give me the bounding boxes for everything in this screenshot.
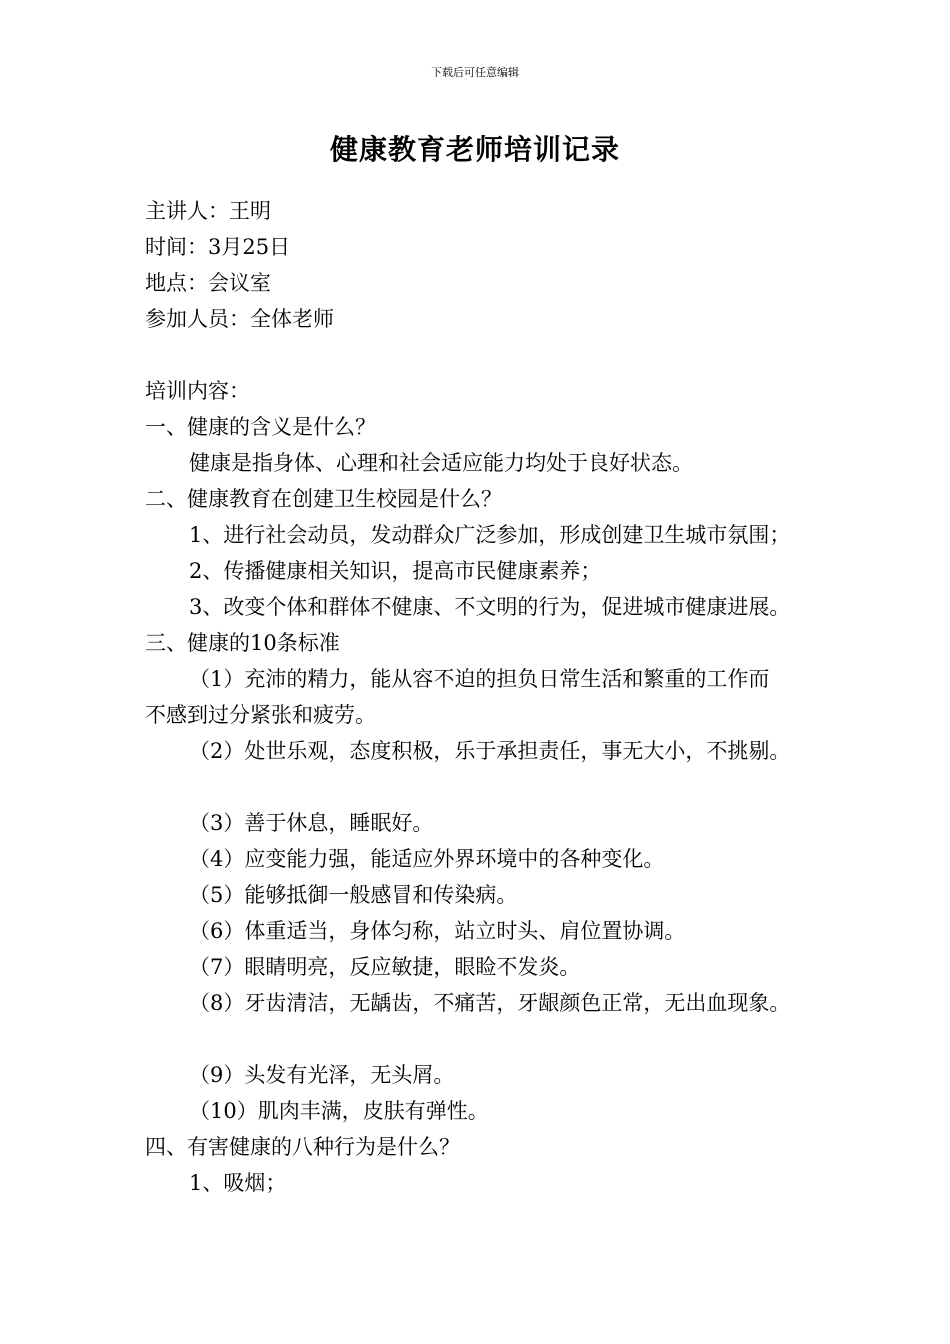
meta-attendees: 参加人员：全体老师 <box>145 307 334 331</box>
standard-7: （7）眼睛明亮，反应敏捷，眼睑不发炎。 <box>189 955 581 979</box>
spacer <box>145 769 835 805</box>
section-2-item-3: 3、改变个体和群体不健康、不文明的行为，促进城市健康进展。 <box>189 595 791 619</box>
standard-3: （3）善于休息，睡眠好。 <box>189 811 434 835</box>
content-heading: 培训内容： <box>145 379 250 403</box>
document-body <box>145 193 835 1201</box>
standard-8: （8）牙齿清洁，无龋齿，不痛苦，牙龈颜色正常，无出血现象。 <box>189 991 791 1015</box>
meta-speaker: 主讲人：王明 <box>145 199 271 223</box>
meta-place: 地点：会议室 <box>145 271 271 295</box>
header-note: 下载后可任意编辑 <box>431 66 519 79</box>
standard-2: （2）处世乐观，态度积极，乐于承担责任，事无大小，不挑剔。 <box>189 739 791 763</box>
section-2-item-1: 1、进行社会动员，发动群众广泛参加，形成创建卫生城市氛围； <box>189 523 791 547</box>
section-2-item-2: 2、传播健康相关知识，提高市民健康素养； <box>189 559 602 583</box>
standard-9: （9）头发有光泽，无头屑。 <box>189 1063 455 1087</box>
standard-1-line-2: 不感到过分紧张和疲劳。 <box>145 703 376 727</box>
spacer <box>145 337 835 373</box>
section-1-paragraph: 健康是指身体、心理和社会适应能力均处于良好状态。 <box>189 451 693 475</box>
standard-1-line-1: （1）充沛的精力，能从容不迫的担负日常生活和繁重的工作而 <box>189 667 770 691</box>
section-1-heading: 一、健康的含义是什么？ <box>145 415 376 439</box>
page-title: 健康教育老师培训记录 <box>329 133 620 166</box>
standard-5: （5）能够抵御一般感冒和传染病。 <box>189 883 518 907</box>
standard-6: （6）体重适当，身体匀称，站立时头、肩位置协调。 <box>189 919 686 943</box>
section-4-item-1: 1、吸烟； <box>189 1171 287 1195</box>
standard-10: （10）肌肉丰满，皮肤有弹性。 <box>189 1099 489 1123</box>
section-3-heading: 三、健康的10条标准 <box>145 631 340 655</box>
meta-time: 时间：3月25日 <box>145 235 291 259</box>
spacer <box>145 1021 835 1057</box>
standard-4: （4）应变能力强，能适应外界环境中的各种变化。 <box>189 847 665 871</box>
section-4-heading: 四、有害健康的八种行为是什么？ <box>145 1135 460 1159</box>
section-2-heading: 二、健康教育在创建卫生校园是什么？ <box>145 487 502 511</box>
